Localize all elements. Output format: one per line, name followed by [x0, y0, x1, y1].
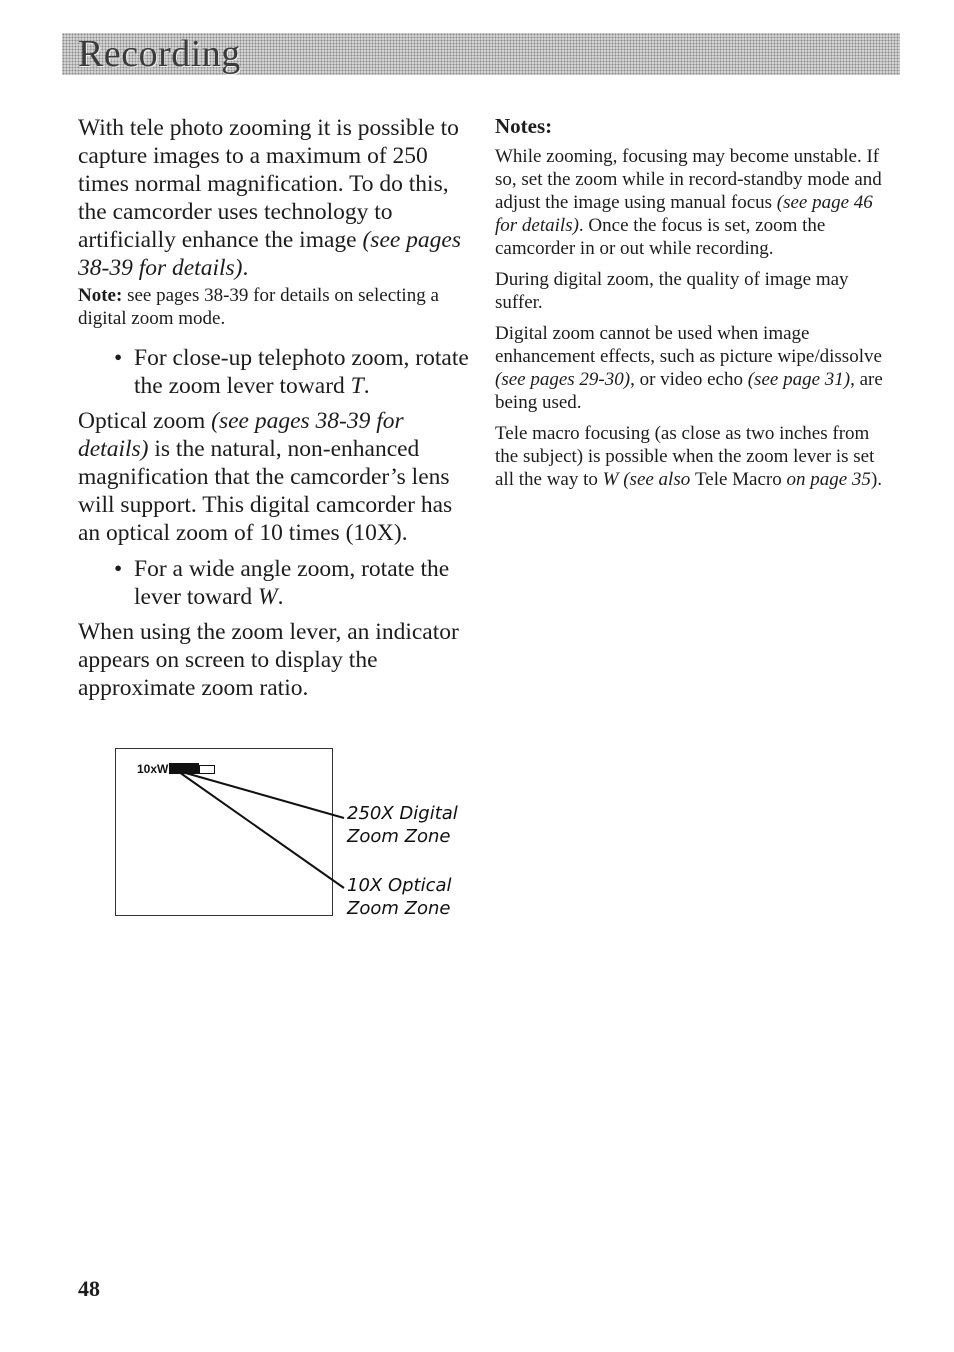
- tele-key: T: [350, 373, 364, 399]
- left-column: [78, 114, 473, 710]
- zoom-indicator-diagram: [115, 748, 475, 920]
- macro-reference-name: Tele Macro: [694, 469, 782, 490]
- note-label: Note:: [78, 285, 123, 306]
- note-focus: [495, 145, 895, 260]
- bullet-wide-end: .: [277, 584, 284, 610]
- note-focus-end: . Once the focus is set, zoom the camcorder in or out while recording.: [495, 215, 826, 259]
- note-effects-reference-1: (see pages 29-30): [495, 369, 631, 390]
- digital-callout-line: [175, 770, 344, 818]
- notes-heading: Notes:: [495, 114, 553, 138]
- digital-zoom-note: [78, 284, 473, 330]
- macro-see-also: (see also: [618, 469, 695, 490]
- intro-page-reference: (see pages 38-39 for details): [78, 227, 462, 281]
- bullet-icon: •: [114, 556, 123, 582]
- bullet-wide-text: For a wide angle zoom, rotate the lever toward: [134, 556, 450, 610]
- note-quality: During digital zoom, the quality of image may suffer.: [495, 269, 849, 313]
- macro-end: ).: [870, 469, 883, 490]
- optical-callout-line-2: Zoom Zone: [347, 898, 451, 919]
- optical-zoom-paragraph: [78, 407, 473, 547]
- macro-reference-page: on page 35: [781, 469, 871, 490]
- note-effects-text: Digital zoom cannot be used when image enhancement effects, such as picture wipe/dissolve: [495, 323, 882, 367]
- intro-text: With tele photo zooming it is possible to capture images to a maximum of 250 times normal magnification. To do this, the camcorder uses technology to artificially enhance the image: [78, 115, 459, 253]
- note-effects-end: , are being used.: [495, 369, 883, 413]
- optical-zoom-start: Optical zoom: [78, 408, 212, 434]
- bullet-telephoto: [78, 344, 473, 400]
- bullet-icon: •: [114, 345, 123, 371]
- note-tele-macro: [495, 422, 895, 491]
- optical-page-reference: (see pages 38-39 for details): [78, 408, 404, 462]
- optical-zoom-callout: [347, 874, 452, 920]
- optical-zoom-text: is the natural, non-enhanced magnification that the camcorder’s lens will support. This digital camcorder has an optical zoom of 10 times (10X).: [78, 436, 453, 546]
- note-effects-reference-2: (see page 31): [747, 369, 851, 390]
- note-text: see pages 38-39 for details on selecting a digital zoom mode.: [78, 285, 439, 329]
- note-effects-mid: , or video echo: [630, 369, 748, 390]
- intro-end: .: [242, 255, 249, 281]
- bullet-wide-angle: [78, 555, 473, 611]
- digital-callout-line-1: 250X Digital: [347, 803, 458, 824]
- page-number: 48: [78, 1276, 100, 1301]
- digital-callout-line-2: Zoom Zone: [347, 826, 451, 847]
- optical-callout-line-1: 10X Optical: [347, 875, 452, 896]
- section-title: Recording: [78, 33, 241, 75]
- indicator-paragraph: When using the zoom lever, an indicator appears on screen to display the approximate zoom ratio.: [78, 619, 459, 701]
- note-focus-reference: (see page 46 for details): [495, 192, 873, 236]
- bullet-telephoto-text: For close-up telephoto zoom, rotate the zoom lever toward: [134, 345, 469, 399]
- wide-key: W: [257, 584, 278, 610]
- zoom-indicator-label: 10xW: [137, 762, 169, 776]
- section-header-bar: [62, 33, 900, 75]
- intro-paragraph: [78, 114, 473, 282]
- note-focus-text: While zooming, focusing may become unstable. If so, set the zoom while in record-standby mode and adjust the image using manual focus: [495, 146, 882, 213]
- digital-zoom-callout: [347, 802, 458, 848]
- right-column: [495, 113, 895, 499]
- bullet-telephoto-end: .: [363, 373, 370, 399]
- macro-key: W: [602, 469, 619, 490]
- note-effects: [495, 322, 895, 414]
- optical-callout-line: [179, 772, 344, 888]
- note-macro-text: Tele macro focusing (as close as two inches from the subject) is possible when the zoom lever is set all the way to: [495, 423, 875, 490]
